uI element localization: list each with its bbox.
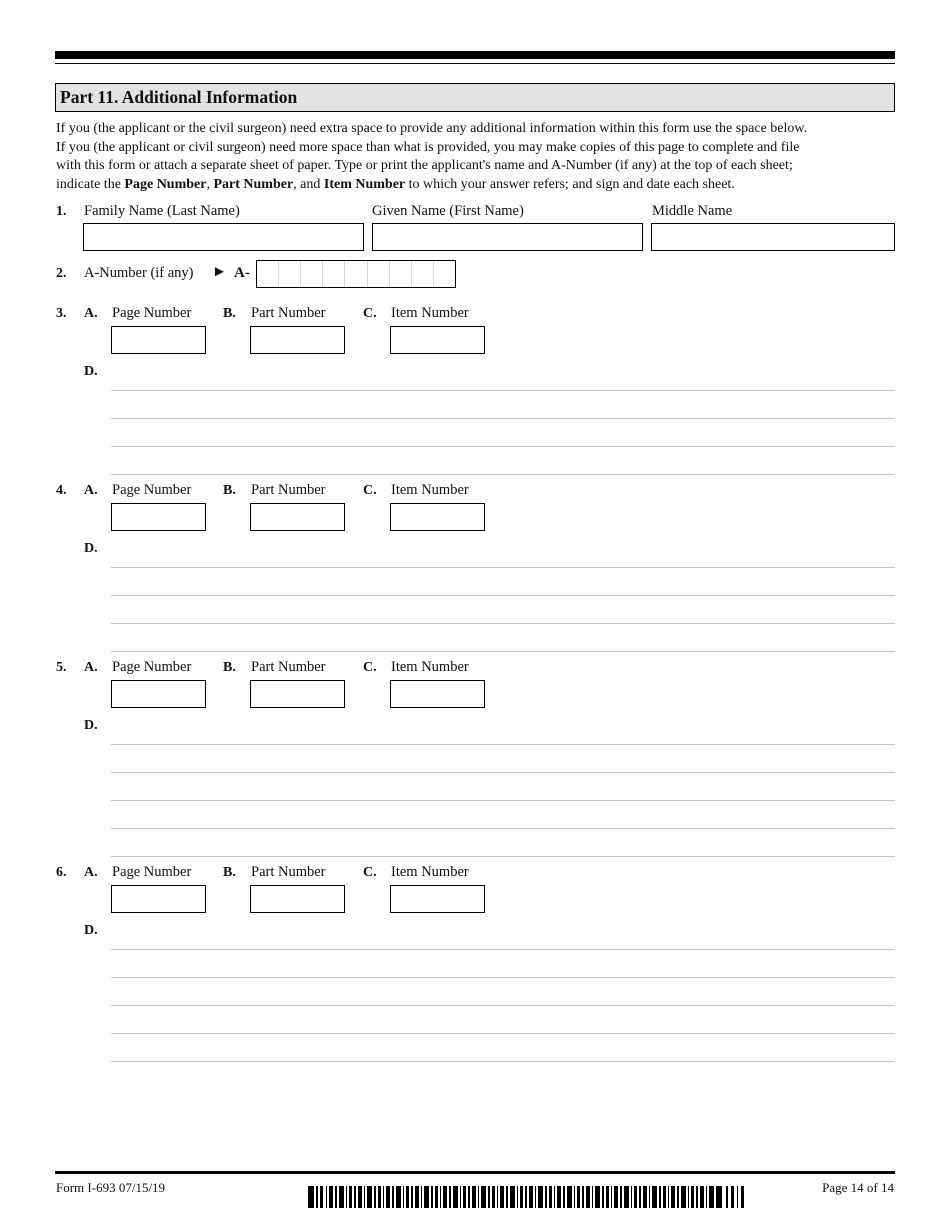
writing-line[interactable]	[111, 772, 895, 773]
sub-b-letter: B.	[223, 483, 236, 498]
sub-a-letter: A.	[84, 306, 98, 321]
arrow-right-icon: ►	[212, 264, 227, 280]
item-number-label: Item Number	[391, 659, 469, 675]
intro-text-part: , and	[293, 176, 324, 192]
part-header	[55, 83, 895, 112]
part-number-label: Part Number	[251, 659, 326, 675]
intro-text	[56, 120, 896, 194]
writing-line[interactable]	[111, 800, 895, 801]
top-rule-thin	[55, 63, 895, 64]
middle-name-field[interactable]	[651, 223, 895, 251]
part-number-label: Part Number	[251, 482, 326, 498]
a-number-digit-cell	[257, 261, 279, 287]
writing-line[interactable]	[111, 474, 895, 475]
intro-line-1: If you (the applicant or the civil surgeon) need extra space to provide any additional information within this form use the space below.	[56, 121, 808, 136]
page-number-field[interactable]	[111, 885, 206, 913]
intro-text-part: indicate the	[56, 176, 125, 192]
given-name-field[interactable]	[372, 223, 643, 251]
page-number-label: Page Number	[112, 482, 192, 498]
a-number-field[interactable]	[256, 260, 456, 288]
part-number-field[interactable]	[250, 680, 345, 708]
a-number-prefix: A-	[234, 265, 250, 281]
writing-line[interactable]	[111, 856, 895, 857]
section-number: 3.	[56, 306, 67, 321]
family-name-field[interactable]	[83, 223, 364, 251]
writing-line[interactable]	[111, 1033, 895, 1034]
form-id: Form I-693 07/15/19	[56, 1180, 166, 1195]
intro-bold-page-number: Page Number	[124, 176, 207, 192]
a-number-digit-cell	[345, 261, 367, 287]
writing-line[interactable]	[111, 595, 895, 596]
a-number-digit-cell	[301, 261, 323, 287]
sub-d-letter: D.	[84, 718, 98, 733]
a-number-digit-cell	[434, 261, 455, 287]
item-number-field[interactable]	[390, 680, 485, 708]
section-number: 5.	[56, 660, 67, 675]
a-number-digit-cell	[323, 261, 345, 287]
page-number-field[interactable]	[111, 326, 206, 354]
page-number-label: Page Number	[112, 659, 192, 675]
item-2-number: 2.	[56, 266, 67, 281]
item-number-label: Item Number	[391, 305, 469, 321]
sub-a-letter: A.	[84, 483, 98, 498]
a-number-digit-cell	[279, 261, 301, 287]
sub-a-letter: A.	[84, 660, 98, 675]
item-1-number: 1.	[56, 204, 67, 219]
writing-line[interactable]	[111, 446, 895, 447]
item-number-field[interactable]	[390, 326, 485, 354]
writing-line[interactable]	[111, 651, 895, 652]
intro-text-part: to which your answer refers; and sign and date each sheet.	[405, 176, 735, 192]
middle-name-label: Middle Name	[652, 203, 733, 219]
part-number-label: Part Number	[251, 864, 326, 880]
writing-line[interactable]	[111, 744, 895, 745]
intro-bold-item-number: Item Number	[323, 176, 406, 192]
page-number-field[interactable]	[111, 680, 206, 708]
footer-rule	[55, 1171, 895, 1174]
writing-line[interactable]	[111, 949, 895, 950]
barcode	[308, 1186, 744, 1208]
section-number: 4.	[56, 483, 67, 498]
sub-a-letter: A.	[84, 865, 98, 880]
writing-line[interactable]	[111, 977, 895, 978]
sub-b-letter: B.	[223, 865, 236, 880]
intro-line-3: with this form or attach a separate sheet of paper. Type or print the applicant's name and A-Number (if any) at the top of each sheet;	[56, 158, 793, 174]
writing-line[interactable]	[111, 1061, 895, 1062]
item-number-label: Item Number	[391, 482, 469, 498]
item-number-field[interactable]	[390, 885, 485, 913]
sub-c-letter: C.	[363, 483, 377, 498]
given-name-label: Given Name (First Name)	[372, 203, 524, 219]
part-number-field[interactable]	[250, 885, 345, 913]
sub-c-letter: C.	[363, 865, 377, 880]
page-indicator: Page 14 of 14	[822, 1180, 894, 1195]
part-number-label: Part Number	[251, 305, 326, 321]
writing-line[interactable]	[111, 567, 895, 568]
writing-line[interactable]	[111, 623, 895, 624]
writing-line[interactable]	[111, 828, 895, 829]
page-number-field[interactable]	[111, 503, 206, 531]
family-name-label: Family Name (Last Name)	[84, 203, 240, 219]
top-rule-thick	[55, 51, 895, 59]
page-number-label: Page Number	[112, 864, 192, 880]
writing-line[interactable]	[111, 390, 895, 391]
part-number-field[interactable]	[250, 326, 345, 354]
page-number-label: Page Number	[112, 305, 192, 321]
intro-text-part: ,	[206, 176, 214, 192]
part-title: Part 11. Additional Information	[60, 87, 298, 107]
item-number-field[interactable]	[390, 503, 485, 531]
a-number-digit-cell	[412, 261, 434, 287]
item-number-label: Item Number	[391, 864, 469, 880]
a-number-digit-cell	[368, 261, 390, 287]
intro-line-4	[56, 176, 896, 195]
a-number-digit-cell	[390, 261, 412, 287]
part-number-field[interactable]	[250, 503, 345, 531]
writing-line[interactable]	[111, 1005, 895, 1006]
section-number: 6.	[56, 865, 67, 880]
writing-line[interactable]	[111, 418, 895, 419]
sub-d-letter: D.	[84, 923, 98, 938]
sub-b-letter: B.	[223, 306, 236, 321]
a-number-label: A-Number (if any)	[84, 265, 194, 281]
intro-line-2: If you (the applicant or civil surgeon) need more space than what is provided, you may make copies of this page to complete and file	[56, 139, 800, 155]
intro-bold-part-number: Part Number	[213, 176, 294, 192]
sub-d-letter: D.	[84, 364, 98, 379]
sub-c-letter: C.	[363, 306, 377, 321]
sub-c-letter: C.	[363, 660, 377, 675]
sub-d-letter: D.	[84, 541, 98, 556]
sub-b-letter: B.	[223, 660, 236, 675]
